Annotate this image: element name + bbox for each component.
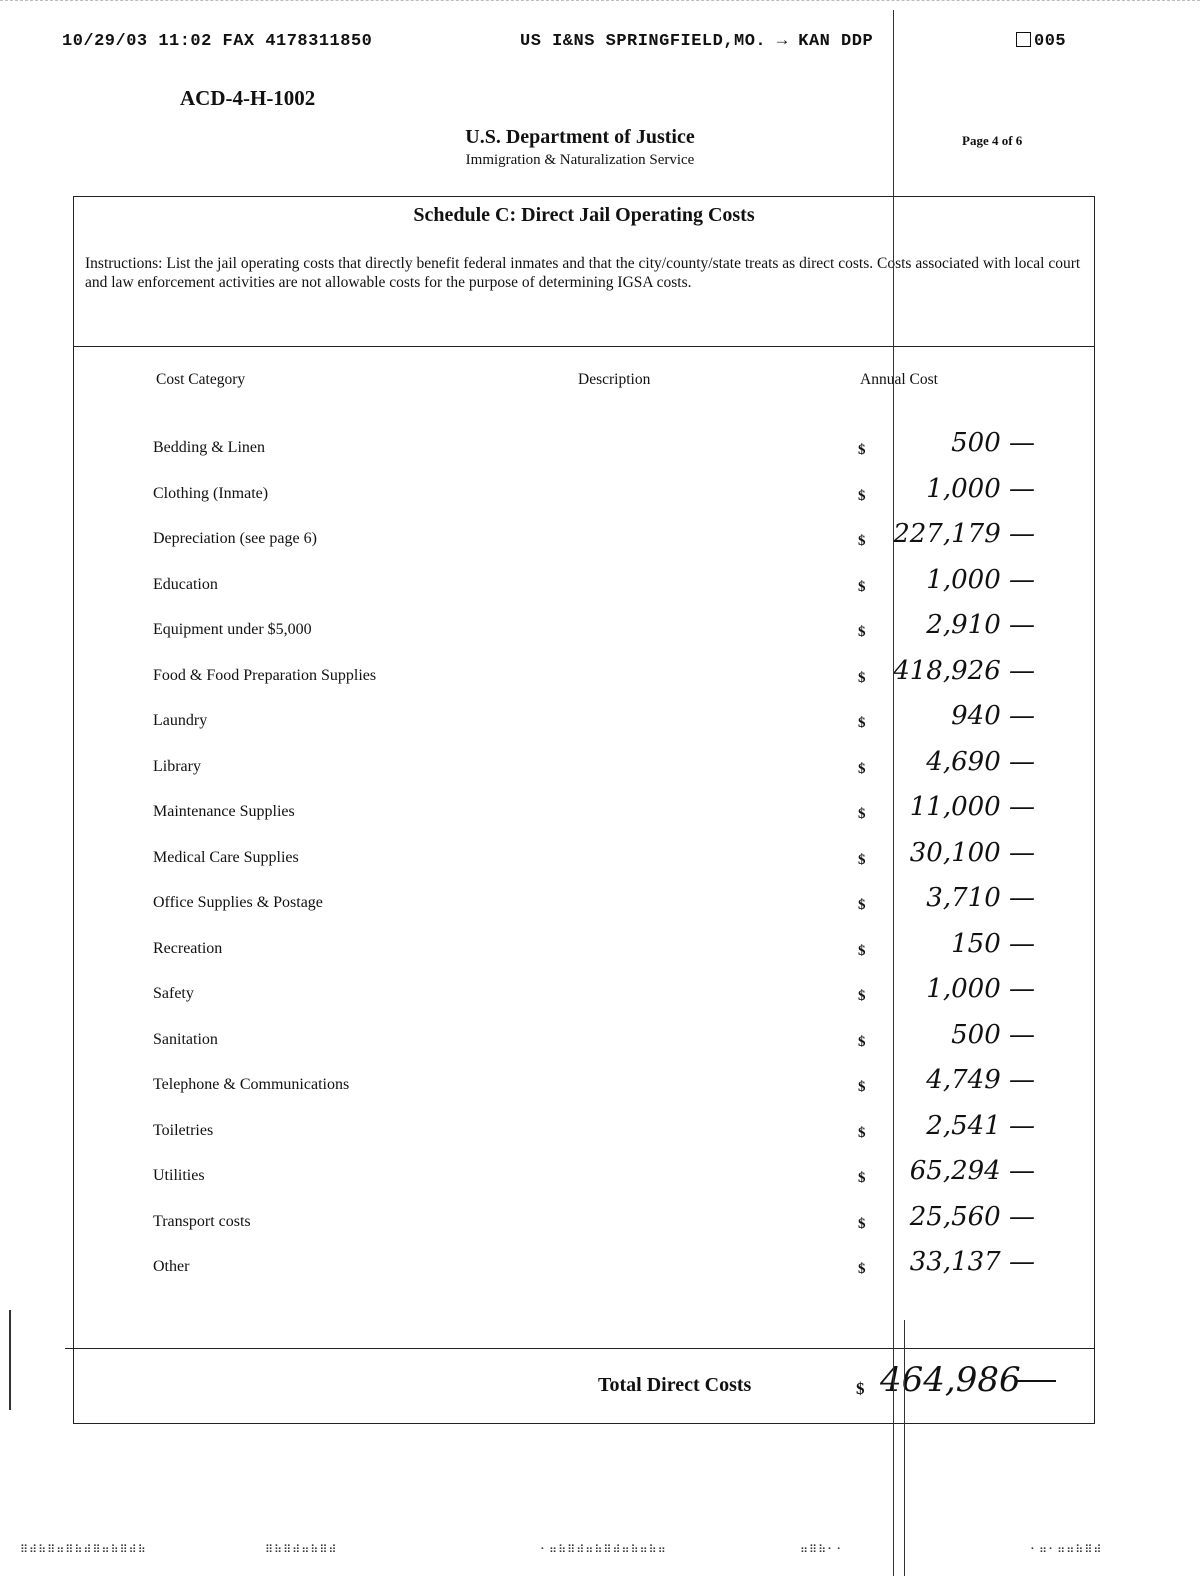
total-label: Total Direct Costs (598, 1374, 752, 1396)
cost-category-label: Transport costs (153, 1212, 251, 1230)
total-amount: 464,986 (880, 1360, 1021, 1400)
cost-category-label: Recreation (153, 939, 223, 957)
schedule-title: Schedule C: Direct Jail Operating Costs (413, 204, 755, 226)
service-subtitle: Immigration & Naturalization Service (465, 152, 695, 168)
cost-row (150, 655, 1050, 702)
cost-category-label: Sanitation (153, 1030, 218, 1048)
annual-cost-amount: 33,137 — (909, 1247, 1035, 1277)
total-divider (65, 1348, 1095, 1349)
annual-cost-amount: 30,100 — (909, 837, 1035, 868)
fax-noise-strip: ⠿⠾⠷⠿⠶⠿⠷⠾⠿⠶⠷⠿⠾⠷ (20, 1543, 147, 1556)
column-header-category: Cost Category (156, 371, 246, 388)
fax-edge-mark (9, 1310, 11, 1410)
fax-scan-line (893, 10, 894, 1576)
currency-symbol: $ (858, 533, 866, 549)
cost-category-label: Food & Food Preparation Supplies (153, 666, 377, 684)
fax-scan-line-secondary (904, 1320, 905, 1576)
column-header-annual-cost: Annual Cost (860, 371, 938, 388)
cost-row (150, 794, 1050, 838)
annual-cost-amount: 940 — (951, 701, 1035, 731)
cost-row (150, 1110, 1050, 1157)
cost-row (150, 746, 1050, 793)
instructions-text: Instructions: List the jail operating costs that directly benefit federal inmates and that the city/county/state treats as direct costs. Costs associated with local court and law enforcement activities are not allowable costs for the purpose of determining IGSA costs. (85, 255, 1081, 291)
currency-symbol: $ (858, 669, 866, 686)
cost-row (150, 1019, 1050, 1066)
page-indicator: Page 4 of 6 (962, 133, 1023, 148)
fax-timestamp-line: 10/29/03 11:02 FAX 4178311850 (62, 32, 373, 51)
cost-row (150, 473, 1050, 520)
annual-cost-amount: 4,749 — (926, 1065, 1035, 1095)
annual-cost-amount: 418,926 — (893, 655, 1035, 686)
cost-category-label: Office Supplies & Postage (153, 894, 323, 911)
currency-symbol: $ (858, 851, 866, 868)
column-header-description: Description (578, 371, 651, 388)
currency-symbol: $ (858, 806, 866, 822)
currency-symbol: $ (858, 442, 866, 458)
cost-row (150, 1158, 1050, 1202)
cost-row (150, 612, 1050, 656)
cost-category-label: Other (153, 1258, 190, 1275)
cost-row (150, 928, 1050, 975)
currency-symbol: $ (858, 1079, 866, 1095)
fax-routing-line: US I&NS SPRINGFIELD,MO. → KAN DDP (520, 32, 874, 51)
cost-category-label: Telephone & Communications (153, 1076, 350, 1093)
fax-noise-strip: ⠂⠶⠷⠿⠾⠶⠷⠿⠾⠶⠷⠶⠷⠶ (540, 1543, 667, 1556)
currency-symbol: $ (858, 487, 866, 504)
cost-category-label: Safety (153, 985, 194, 1002)
currency-symbol: $ (858, 760, 866, 777)
cost-row (150, 1201, 1050, 1248)
cost-category-label: Bedding & Linen (153, 439, 265, 456)
annual-cost-amount: 3,710 — (926, 883, 1035, 913)
cost-row (150, 430, 1050, 474)
annual-cost-amount: 65,294 — (909, 1156, 1035, 1186)
cost-row (150, 564, 1050, 611)
currency-symbol: $ (858, 1124, 866, 1141)
annual-cost-amount: 11,000 — (909, 792, 1035, 822)
annual-cost-amount: 25,560 — (909, 1201, 1035, 1232)
currency-symbol: $ (858, 715, 866, 731)
cost-row (150, 885, 1050, 929)
cost-category-label: Depreciation (see page 6) (153, 530, 317, 547)
cost-category-label: Medical Care Supplies (153, 848, 299, 866)
cost-row (150, 703, 1050, 747)
cost-row (150, 976, 1050, 1020)
currency-symbol: $ (858, 1033, 866, 1050)
cost-row (150, 1067, 1050, 1111)
currency-symbol: $ (858, 942, 866, 959)
annual-cost-amount: 500 — (951, 428, 1035, 458)
cost-category-label: Library (153, 757, 201, 775)
cost-category-label: Utilities (153, 1167, 205, 1184)
cost-row (150, 1249, 1050, 1293)
cost-category-label: Toiletries (153, 1121, 214, 1139)
currency-symbol: $ (858, 578, 866, 595)
cost-category-label: Laundry (153, 712, 208, 729)
annual-cost-amount: 500 — (951, 1019, 1035, 1050)
annual-cost-amount: 4,690 — (926, 746, 1035, 777)
cost-row (150, 521, 1050, 565)
fax-noise-strip: ⠂⠶⠂⠶⠶⠷⠿⠾ (1030, 1543, 1103, 1556)
annual-cost-amount: 2,541 — (926, 1110, 1035, 1141)
total-dash-mark (1016, 1380, 1056, 1382)
cost-category-label: Clothing (Inmate) (153, 484, 269, 502)
currency-symbol: $ (858, 988, 866, 1004)
annual-cost-amount: 1,000 — (926, 473, 1035, 504)
cost-category-label: Education (153, 575, 218, 593)
annual-cost-amount: 1,000 — (926, 564, 1035, 595)
cost-category-label: Equipment under $5,000 (153, 621, 312, 638)
fax-noise-strip: ⠿⠷⠿⠾⠶⠷⠿⠾ (265, 1543, 338, 1556)
fax-page-number-text: 005 (1034, 32, 1067, 51)
annual-cost-amount: 150 — (951, 928, 1035, 959)
cost-category-label: Maintenance Supplies (153, 803, 295, 820)
instructions-divider (73, 346, 1095, 347)
document-code: ACD-4-H-1002 (180, 86, 316, 110)
currency-symbol: $ (858, 1215, 866, 1232)
fax-noise-strip: ⠶⠿⠷⠂⠂ (800, 1543, 846, 1556)
total-currency-symbol: $ (856, 1379, 865, 1398)
cost-row (150, 837, 1050, 884)
currency-symbol: $ (858, 897, 866, 913)
department-title: U.S. Department of Justice (465, 126, 695, 148)
fax-page-number (1016, 32, 1066, 51)
annual-cost-amount: 1,000 — (926, 974, 1035, 1004)
annual-cost-amount: 227,179 — (893, 519, 1035, 549)
annual-cost-amount: 2,910 — (926, 610, 1035, 640)
fax-checkbox-icon (1016, 32, 1031, 47)
currency-symbol: $ (858, 624, 866, 640)
currency-symbol: $ (858, 1170, 866, 1186)
fax-top-edge (0, 0, 1200, 4)
currency-symbol: $ (858, 1261, 866, 1277)
